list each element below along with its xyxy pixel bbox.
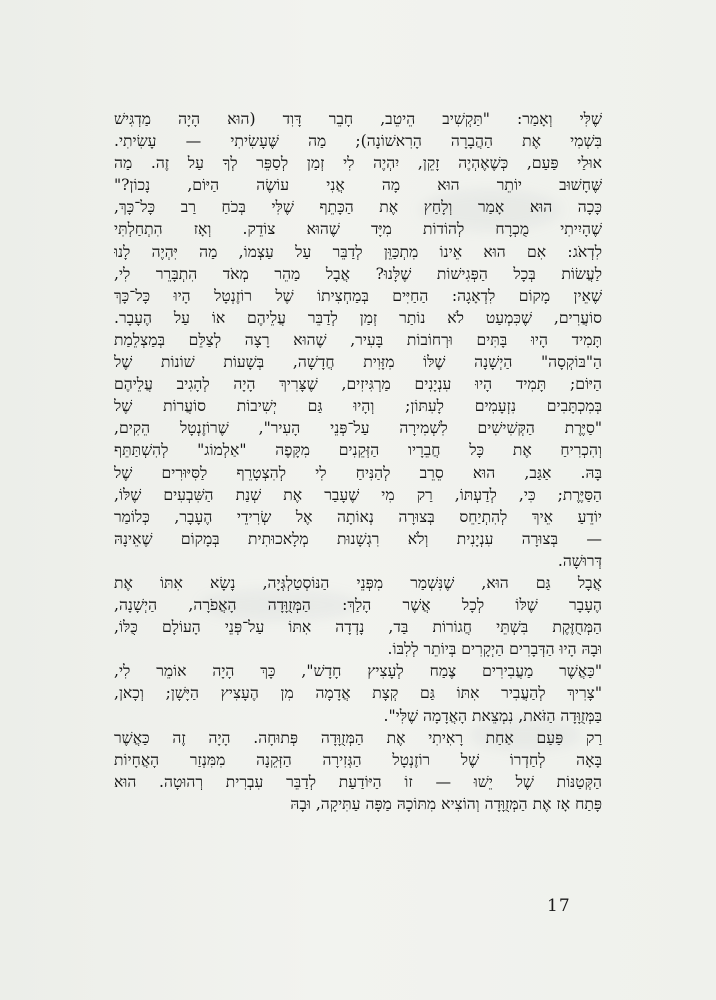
text-line: בָּהּ. אַגַּב, הוּא סֵרֵב לְהַנִּיחַ לִי לְהִצְטָרֵף לַסִּיּוּרִים שֶׁל: [114, 463, 602, 482]
text-line: פָּתַח אָז אֶת הַמְּזֻוָּדָה וְהוֹצִיא מִתּוֹכָהּ מַפָּה עַתִּיקָה, וּבָהּ: [290, 794, 602, 813]
text-line: "צָרִיךְ לְהַעֲבִיר אִתּוֹ גַּם קְצָת אֲדָמָה מִן הֶעָצִיץ הַיָּשָׁן; וְכָאן,: [114, 684, 602, 703]
text-line: סוֹעֲרִים, שֶׁכִּמְעַט לֹא נוֹתַר זְמַן לְדַבֵּר עֲלֵיהֶם אוֹ עַל הֶעָבָר.: [114, 308, 602, 327]
text-line: — בְּצוּרָה עִנְיָנִית וְלֹא רִגְשָׁנוּת מְלָאכוּתִית בְּמָקוֹם שֶׁאֵינָהּ: [114, 529, 602, 548]
paragraph: [114, 660, 602, 726]
text-line: וּבָהּ הָיוּ הַדְּבָרִים הַיְקָרִים בְּיוֹתֵר לְלִבּוֹ.: [387, 640, 602, 659]
text-line: אֲבָל גַּם הוּא, שֶׁנִּשְׁמַר מִפְּנֵי הַנּוֹסְטַלְגְּיָה, נָשָׂא אִתּוֹ אֶת: [114, 573, 602, 592]
text-line: רַק פַּעַם אַחַת רָאִיתִי אֶת הַמְּזֻוָּדָה פְּתוּחָה. הָיָה זֶה כַּאֲשֶׁר: [114, 728, 602, 747]
text-line: הֶעָבָר שֶׁלּוֹ לְכָל אֲשֶׁר הָלַךְ: הַמְּזֻוָּדָה הָאֲפֹרָה, הַיְשָׁנָה,: [114, 596, 602, 615]
text-line: בִּשְׁמִי אֶת הַהֲבָרָה הָרִאשׁוֹנָה); מַה שֶּׁעָשִׂיתִי — עָשִׂיתִי.: [114, 132, 602, 151]
paragraph: [114, 108, 602, 572]
text-line: אוּלַי פַּעַם, כְּשֶׁאֶהְיֶה זָקֵן, יִהְיֶה לִי זְמַן לְסַפֵּר לְךָ עַל זֶה. מַה: [114, 154, 602, 173]
text-line: הַסַּיֶּרֶת; כִּי, לְדַעְתּוֹ, רַק מִי שֶׁעָבַר אֶת שְׁנַת הַשִּׁבְעִים שֶׁלּוֹ,: [114, 485, 602, 504]
text-line: דְּרוּשָׁה.: [557, 551, 602, 570]
paragraph: [114, 727, 602, 815]
text-line: לִדְאֹג: אִם הוּא אֵינוֹ מִתְכַּוֵּן לְדַבֵּר עַל עַצְמוֹ, מַה יִּהְיֶה לָנוּ: [114, 242, 602, 261]
text-line: שֶּׁחָשׁוּב יוֹתֵר הוּא מָה אֲנִי עוֹשֶׂה הַיּוֹם, נָכוֹן?": [114, 176, 602, 195]
text-line: יוֹדֵעַ אֵיךְ לְהִתְיַחֵס בְּצוּרָה נְאוֹתָה אֶל שְׂרִידֵי הֶעָבָר, כְּלוֹמַר: [114, 507, 602, 526]
text-line: הַמְּחֻזֶּקֶת בִּשְׁתֵּי חֲגוֹרוֹת בַּד, נָדְדָה אִתּוֹ עַל־פְּנֵי הָעוֹלָם כֻּלּוֹ,: [114, 618, 602, 637]
text-line: תָּמִיד הָיוּ בָּתִּים וּרְחוֹבוֹת בָּעִיר, שֶׁהוּא רָצָה לְצַלֵּם בְּמַצְלֵמַת: [114, 330, 602, 349]
text-line: שֶׁאֵין מָקוֹם לִדְאָגָה: הַחַיִּים בְּמַחְצִיתוֹ שֶׁל רוֹזֶנְטָל הָיוּ כָּל־כָּךְ: [114, 286, 602, 305]
text-line: הַיּוֹם; תָּמִיד הָיוּ עִנְיָנִים מַרְגִּיזִים, שֶׁצָּרִיךְ הָיָה לְהָגִיב עֲלֵיהֶם: [114, 375, 602, 394]
body-text: [114, 108, 602, 815]
text-line: שֶׁלִּי וְאָמַר: "תַּקְשִׁיב הֵיטֵב, חָבֵר דָּוִד (הוּא הָיָה מַדְגִּישׁ: [114, 110, 602, 128]
text-line: וְהִכְרִיחַ אֶת כָּל חֲבֵרָיו הַזְּקֵנִים מִקָּפֶה "אַלְמוֹג" לְהִשְׁתַּתֵּף: [114, 441, 602, 460]
text-line: בָּאָה לְחַדְרוֹ שֶׁל רוֹזֶנְטָל הַגְּזִירָה הַזְּקֵנָה מִמִּנְזַר הָאֲחָיוֹת: [114, 750, 602, 769]
text-line: כָּכָה הוּא אָמַר וְלָחַץ אֶת הַכָּתֵף שֶׁלִּי בְּכֹחַ רַב כָּל־כָּךְ,: [114, 198, 602, 217]
text-line: הַ"בּוֹקְסָה" הַיְשָׁנָה שֶׁלּוֹ מִזָּוִית חֲדָשָׁה, בְּשָׁעוֹת שׁוֹנוֹת שֶׁל: [114, 353, 602, 372]
text-line: "סַיֶּרֶת הַקְּשִׁישִׁים לִשְׁמִירָה עַל־פְּנֵי הָעִיר", שֶׁרוֹזֶנְטָל הֵקִים,: [114, 419, 602, 438]
text-line: בַּמְּזֻוָּדָה הַזֹּאת, נִמְצֵאת הָאֲדָמָה שֶׁלִּי".: [383, 706, 602, 725]
text-line: בְּמִכְתָּבִים נִזְעָמִים לָעִתּוֹן; וְהָיוּ גַּם יְשִׁיבוֹת סוֹעֲרוֹת שֶׁל: [114, 397, 602, 416]
text-line: שֶׁהָיִיתִי מֻכְרָח לְהוֹדוֹת מִיָּד שֶׁהוּא צוֹדֵק. וְאָז הִתְחַלְתִּי: [114, 220, 602, 239]
paragraph: [114, 572, 602, 660]
page-number: 17: [547, 896, 571, 916]
text-line: "כַּאֲשֶׁר מַעֲבִירִים צֶמַח לְעָצִיץ חָדָשׁ", כָּךְ הָיָה אוֹמֵר לִי,: [114, 662, 602, 681]
text-line: לַעֲשׂוֹת בְּכָל הַפְּגִישׁוֹת שֶׁלָּנוּ? אֲבָל מַהֵר מְאֹד הִתְבָּרֵר לִי,: [114, 264, 602, 283]
text-line: הַקְּטַנּוֹת שֶׁל יֵשׁוּ — זוֹ הַיּוֹדַעַת לְדַבֵּר עִבְרִית רְהוּטָה. הוּא: [114, 772, 602, 791]
